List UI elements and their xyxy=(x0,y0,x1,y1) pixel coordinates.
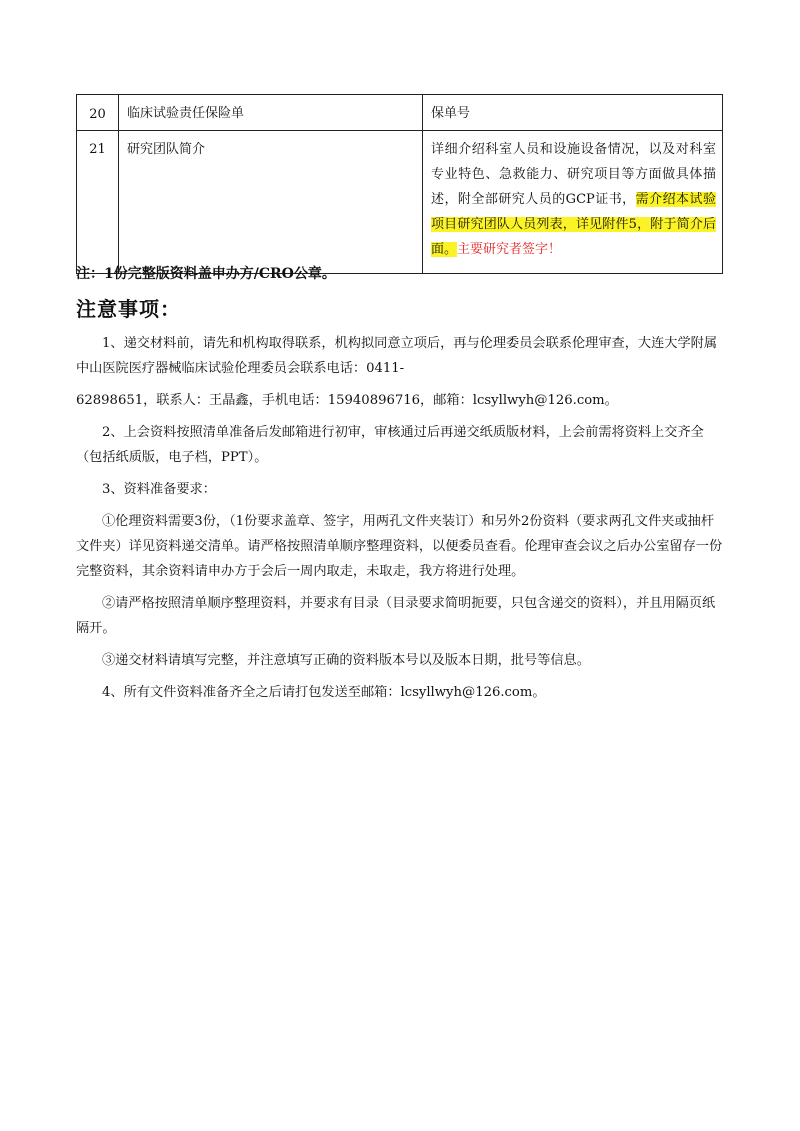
note-item-3: 3、资料准备要求： xyxy=(102,482,216,497)
note-item-3-b: ②请严格按照清单顺序整理资料，并要求有目录（目录要求简明扼要，只包含递交的资料），并且用隔页纸隔开。 xyxy=(76,596,716,636)
table-row xyxy=(77,95,723,131)
document-note: 保单号 xyxy=(423,95,723,131)
notes-section xyxy=(76,331,726,705)
section-heading: 注意事项： xyxy=(76,297,181,321)
signature-requirement-text: 主要研究者签字！ xyxy=(457,242,562,257)
materials-table xyxy=(76,94,723,274)
highlighted-note-text: 需介绍本试验项目研究团队人员列表，详见附件5，附于简介后面。 xyxy=(431,192,716,257)
note-item-1: 1、递交材料前，请先和机构取得联系，机构拟同意立项后，再与伦理委员会联系伦理审查，大连大学附属中山医院医疗器械临床试验伦理委员会联系电话：0411- xyxy=(76,336,718,376)
note-item-3-c: ③递交材料请填写完整，并注意填写正确的资料版本号以及版本日期，批号等信息。 xyxy=(102,653,590,668)
row-number: 20 xyxy=(77,95,119,131)
note-item-1-contact: 62898651，联系人：王晶鑫，手机电话：15940896716，邮箱：lcsyllwyh@126.com。 xyxy=(76,393,618,408)
document-name: 临床试验责任保险单 xyxy=(119,95,423,131)
note-text: 详细介绍科室人员和设施设备情况，以及对科室专业特色、急救能力、研究项目等方面做具体描述，附全部研究人员的GCP证书， xyxy=(431,142,716,207)
table-row xyxy=(77,131,723,274)
table-footnote: 注：1份完整版资料盖申办方/CRO公章。 xyxy=(76,266,336,282)
row-number: 21 xyxy=(77,131,119,274)
note-item-4: 4、所有文件资料准备齐全之后请打包发送至邮箱：lcsyllwyh@126.com。 xyxy=(102,685,546,700)
document-note xyxy=(423,131,723,274)
document-name: 研究团队简介 xyxy=(119,131,423,274)
note-item-3-a: ①伦理资料需要3份，（1份要求盖章、签字，用两孔文件夹装订）和另外2份资料（要求两孔文件夹或抽杆文件夹）详见资料递交清单。请严格按照清单顺序整理资料，以便委员查看。伦理审查会议之后办公室留存一份完整资料，其余资料请申办方于会后一周内取走，未取走，我方将进行处理。 xyxy=(76,514,723,579)
note-item-2: 2、上会资料按照清单准备后发邮箱进行初审，审核通过后再递交纸质版材料，上会前需将资料上交齐全（包括纸质版，电子档，PPT）。 xyxy=(76,425,704,465)
